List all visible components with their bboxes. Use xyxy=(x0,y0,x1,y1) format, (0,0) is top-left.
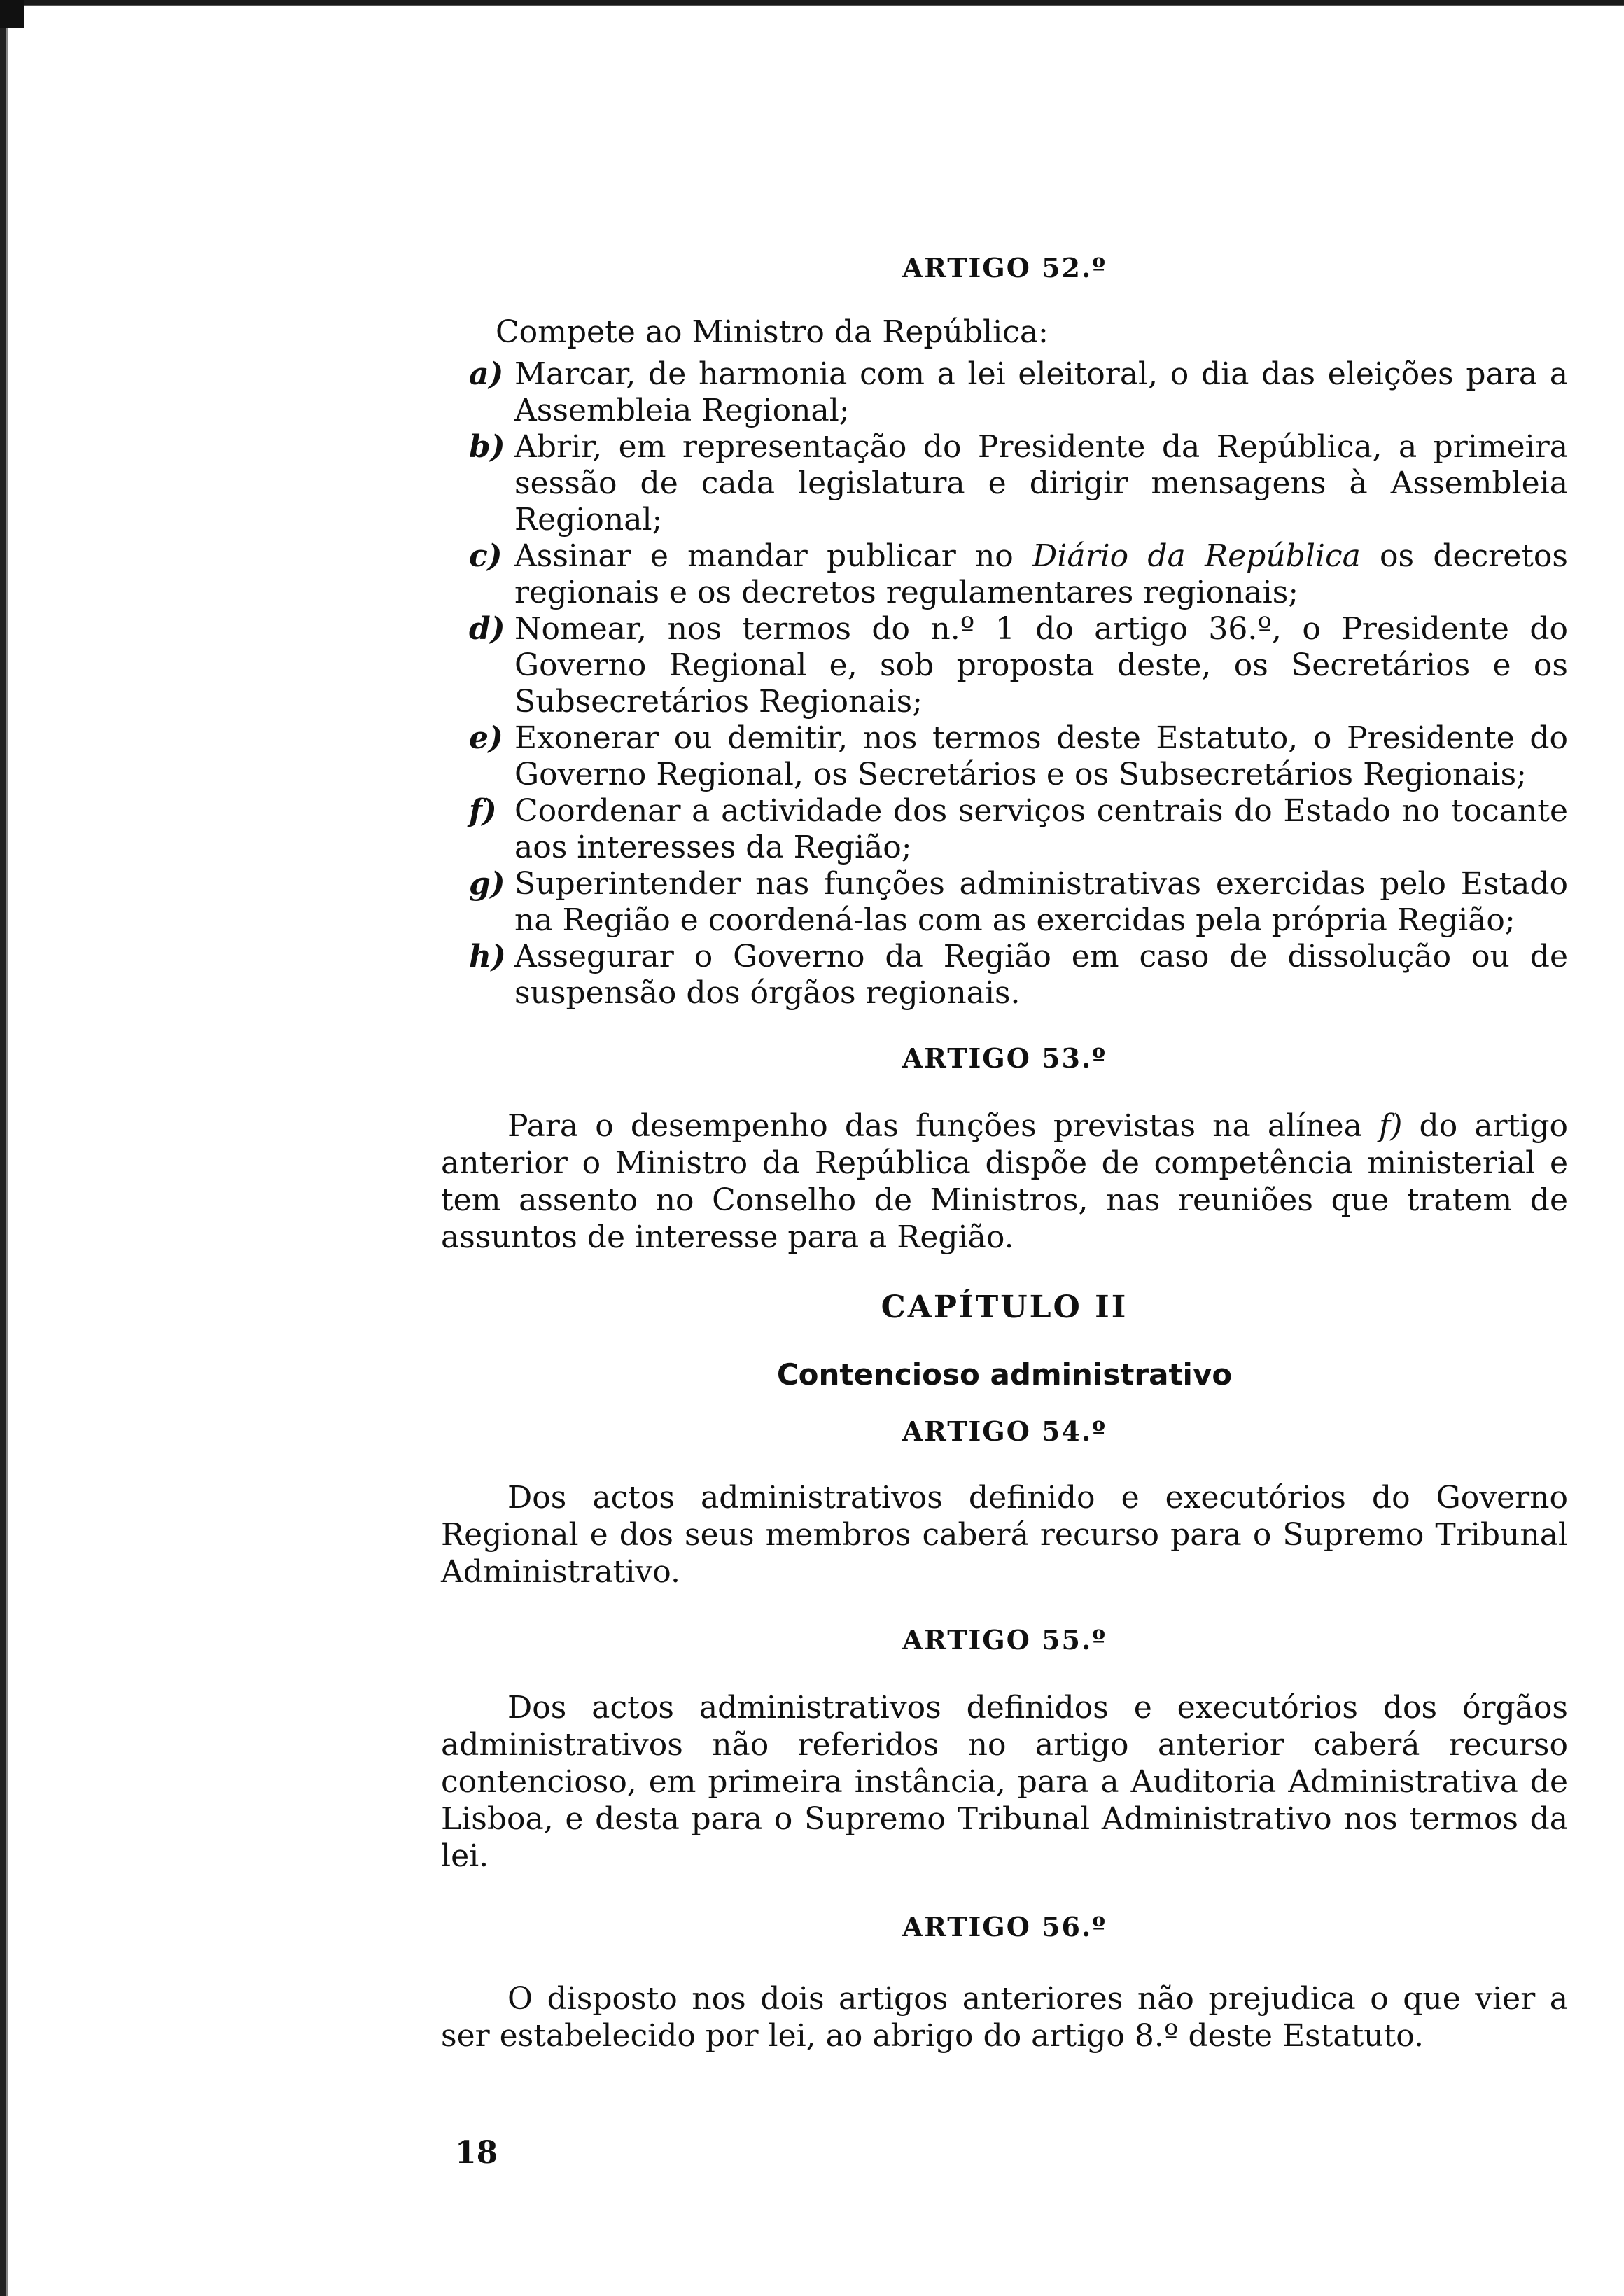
item-text: os decretos regionais e os decretos regulamentares regionais; xyxy=(514,538,1569,610)
article-53-heading: ARTIGO 53.º xyxy=(902,1042,1107,1074)
chapter-title: CAPÍTULO II xyxy=(881,1289,1128,1325)
item-mark: g) xyxy=(469,866,505,902)
scan-corner-mark xyxy=(0,0,24,28)
item-text: Exonerar ou demitir, nos termos deste Estatuto, o Presidente do Governo Regional, os Secretários e os Subsecretários Regionais; xyxy=(514,720,1568,792)
article-52-heading: ARTIGO 52.º xyxy=(902,252,1107,284)
article-55-heading: ARTIGO 55.º xyxy=(902,1624,1107,1656)
item-text: Assegurar o Governo da Região em caso de dissolução ou de suspensão dos órgãos regionais. xyxy=(514,939,1568,1011)
item-text: Superintender nas funções administrativas exercidas pelo Estado na Região e coordená-las com as exercidas pela própria Região; xyxy=(514,866,1568,938)
article-55-text: Dos actos administrativos definidos e executórios dos órgãos administrativos não referidos no artigo anterior caberá recurso contencioso, em primeira instância, para a Auditoria Administrativa de Lisboa, e desta para o Supremo Tribunal Administrativo nos termos da lei. xyxy=(441,1690,1568,1874)
item-mark: e) xyxy=(469,720,503,756)
scan-edge-left xyxy=(0,0,10,2296)
list-item xyxy=(441,793,1568,866)
document-page xyxy=(441,252,1568,2054)
item-mark: b) xyxy=(469,429,505,465)
article-53-alinea: f) xyxy=(1378,1108,1403,1144)
list-item xyxy=(441,538,1568,611)
article-56-text: O disposto nos dois artigos anteriores não prejudica o que vier a ser estabelecido por lei, ao abrigo do artigo 8.º deste Estatuto. xyxy=(441,1981,1568,2054)
item-mark: c) xyxy=(469,538,503,574)
article-53-text xyxy=(441,1107,1568,1256)
scan-edge-top xyxy=(0,0,1624,10)
article-54-heading: ARTIGO 54.º xyxy=(902,1415,1107,1447)
article-56-heading: ARTIGO 56.º xyxy=(902,1911,1107,1942)
list-item xyxy=(441,429,1568,538)
item-text: Abrir, em representação do Presidente da República, a primeira sessão de cada legislatura e dirigir mensagens à Assembleia Regional; xyxy=(514,429,1568,538)
article-54-text: Dos actos administrativos definido e executórios do Governo Regional e dos seus membros caberá recurso para o Supremo Tribunal Administrativo. xyxy=(441,1480,1568,1590)
item-mark: h) xyxy=(469,939,506,974)
list-item xyxy=(441,611,1568,720)
item-text: Coordenar a actividade dos serviços centrais do Estado no tocante aos interesses da Região; xyxy=(514,793,1568,865)
list-item xyxy=(441,939,1568,1011)
item-text: Assinar e mandar publicar no xyxy=(514,538,1032,574)
list-item xyxy=(441,720,1568,793)
item-mark: f) xyxy=(469,793,497,829)
article-53-text-start: Para o desempenho das funções previstas na alínea xyxy=(507,1108,1379,1144)
chapter-subject: Contencioso administrativo xyxy=(776,1357,1233,1392)
list-item xyxy=(441,866,1568,939)
article-53-text-end: do artigo anterior o Ministro da República dispõe de competência ministerial e tem assento no Conselho de Ministros, nas reuniões que tratem de assuntos de interesse para a Região. xyxy=(441,1108,1568,1255)
article-52-intro: Compete ao Ministro da República: xyxy=(496,314,1049,350)
item-mark: d) xyxy=(469,611,505,647)
page-number: 18 xyxy=(455,2135,498,2171)
article-52-list xyxy=(441,356,1568,1011)
item-italic-title: Diário da República xyxy=(1032,538,1361,574)
list-item xyxy=(441,356,1568,429)
item-mark: a) xyxy=(469,356,504,392)
item-text: Nomear, nos termos do n.º 1 do artigo 36.º, o Presidente do Governo Regional e, sob proposta deste, os Secretários e os Subsecretários Regionais; xyxy=(514,611,1568,720)
item-text: Marcar, de harmonia com a lei eleitoral, o dia das eleições para a Assembleia Regional; xyxy=(514,356,1568,428)
